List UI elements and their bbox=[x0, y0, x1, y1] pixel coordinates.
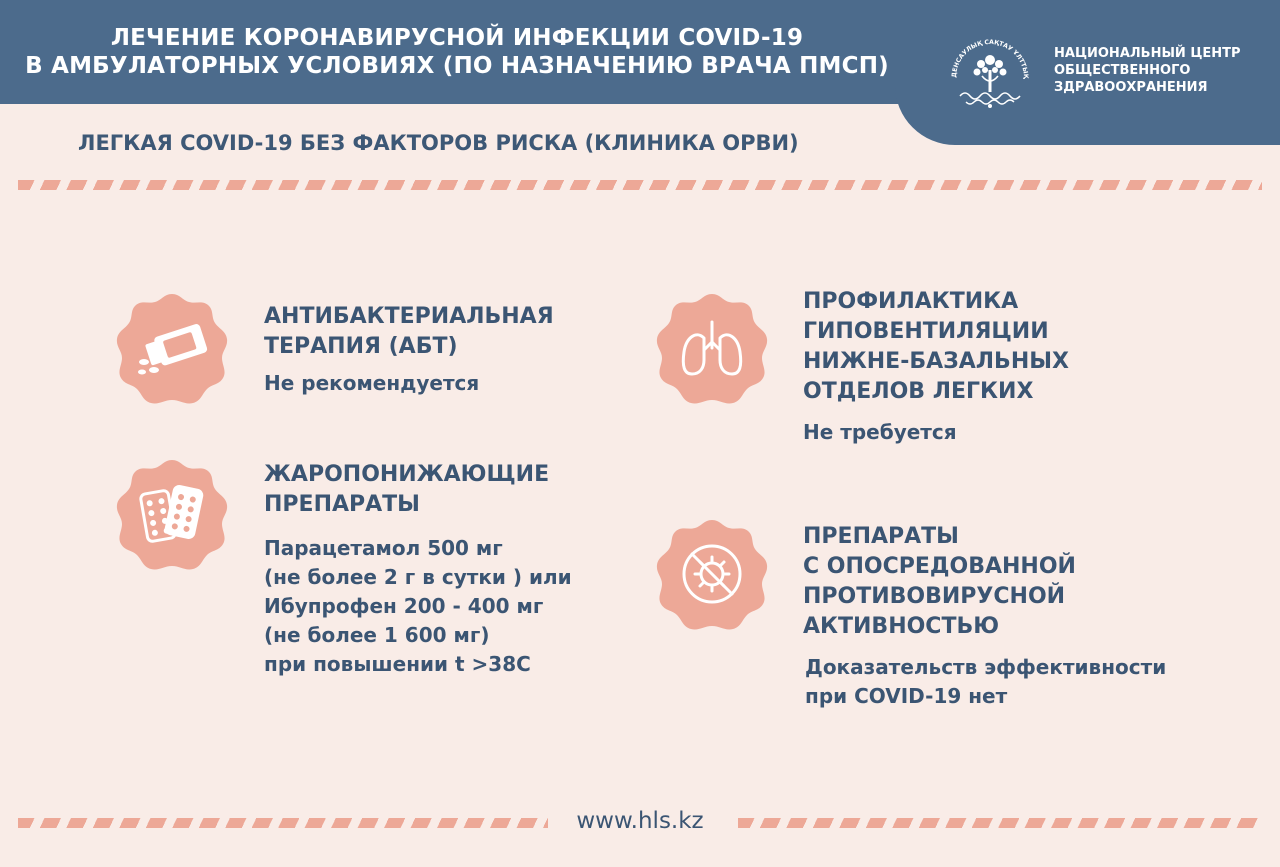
antiviral-title bbox=[803, 522, 1076, 642]
hypoventilation-text-line-1: Не требуется bbox=[803, 420, 957, 444]
antibiotics-text bbox=[264, 369, 479, 398]
antiviral-badge bbox=[654, 518, 770, 634]
page-title bbox=[18, 24, 896, 80]
hypoventilation-title-line-1: ПРОФИЛАКТИКА bbox=[803, 289, 1019, 314]
antiviral-title-line-1: ПРЕПАРАТЫ bbox=[803, 524, 959, 549]
antipyretics-title-line-2: ПРЕПАРАТЫ bbox=[264, 492, 420, 517]
antibiotics-text-line-1: Не рекомендуется bbox=[264, 371, 480, 395]
antipyretics-text-line-3: Ибупрофен 200 - 400 мг bbox=[264, 594, 544, 618]
org-name-line-2: ОБЩЕСТВЕННОГО bbox=[1054, 63, 1191, 78]
antiviral-text bbox=[805, 653, 1166, 711]
org-name-line-3: ЗДРАВООХРАНЕНИЯ bbox=[1054, 80, 1208, 95]
antiviral-title-line-4: АКТИВНОСТЬЮ bbox=[803, 614, 1000, 639]
hypoventilation-title bbox=[803, 287, 1069, 407]
org-name-line-1: НАЦИОНАЛЬНЫЙ ЦЕНТР bbox=[1054, 46, 1241, 61]
antipyretics-badge bbox=[114, 458, 230, 574]
divider-stripe-top bbox=[18, 180, 1262, 190]
antipyretics-text-line-4: (не более 1 600 мг) bbox=[264, 623, 490, 647]
antipyretics-text-line-1: Парацетамол 500 мг bbox=[264, 536, 503, 560]
antiviral-title-line-3: ПРОТИВОВИРУСНОЙ bbox=[803, 584, 1066, 609]
hypoventilation-text bbox=[803, 418, 957, 447]
antiviral-text-line-2: при COVID-19 нет bbox=[805, 684, 1008, 708]
antipyretics-title bbox=[264, 460, 549, 520]
hypoventilation-badge bbox=[654, 292, 770, 408]
page-title-line-1: ЛЕЧЕНИЕ КОРОНАВИРУСНОЙ ИНФЕКЦИИ COVID-19 bbox=[110, 25, 804, 51]
antibiotics-title-line-2: ТЕРАПИЯ (АБТ) bbox=[264, 334, 458, 359]
section-subtitle: ЛЕГКАЯ COVID-19 БЕЗ ФАКТОРОВ РИСКА (КЛИНИКА ОРВИ) bbox=[78, 131, 799, 155]
antibiotics-title-line-1: АНТИБАКТЕРИАЛЬНАЯ bbox=[264, 304, 554, 329]
page-title-line-2: В АМБУЛАТОРНЫХ УСЛОВИЯХ (ПО НАЗНАЧЕНИЮ ВРАЧА ПМСП) bbox=[25, 53, 889, 79]
antiviral-title-line-2: С ОПОСРЕДОВАННОЙ bbox=[803, 554, 1076, 579]
divider-stripe-bottom-right bbox=[738, 818, 1262, 828]
antiviral-text-line-1: Доказательств эффективности bbox=[805, 655, 1167, 679]
antipyretics-text-line-2: (не более 2 г в сутки ) или bbox=[264, 565, 572, 589]
hypoventilation-title-line-3: НИЖНЕ-БАЗАЛЬНЫХ bbox=[803, 349, 1069, 374]
website-link[interactable]: www.hls.kz bbox=[576, 808, 704, 834]
antipyretics-title-line-1: ЖАРОПОНИЖАЮЩИЕ bbox=[264, 462, 550, 487]
hypoventilation-title-line-4: ОТДЕЛОВ ЛЕГКИХ bbox=[803, 379, 1034, 404]
divider-stripe-bottom-left bbox=[18, 818, 548, 828]
antibiotics-badge bbox=[114, 292, 230, 408]
hypoventilation-title-line-2: ГИПОВЕНТИЛЯЦИИ bbox=[803, 319, 1049, 344]
org-name bbox=[1054, 45, 1241, 96]
logo-arc-text: ДЕНСАУЛЫҚ САҚТАУ ҰЛТТЫҚ bbox=[950, 38, 1030, 79]
antipyretics-text-line-5: при повышении t >38С bbox=[264, 652, 531, 676]
antibiotics-title bbox=[264, 302, 554, 362]
org-logo bbox=[944, 26, 1036, 118]
antipyretics-text bbox=[264, 534, 572, 679]
